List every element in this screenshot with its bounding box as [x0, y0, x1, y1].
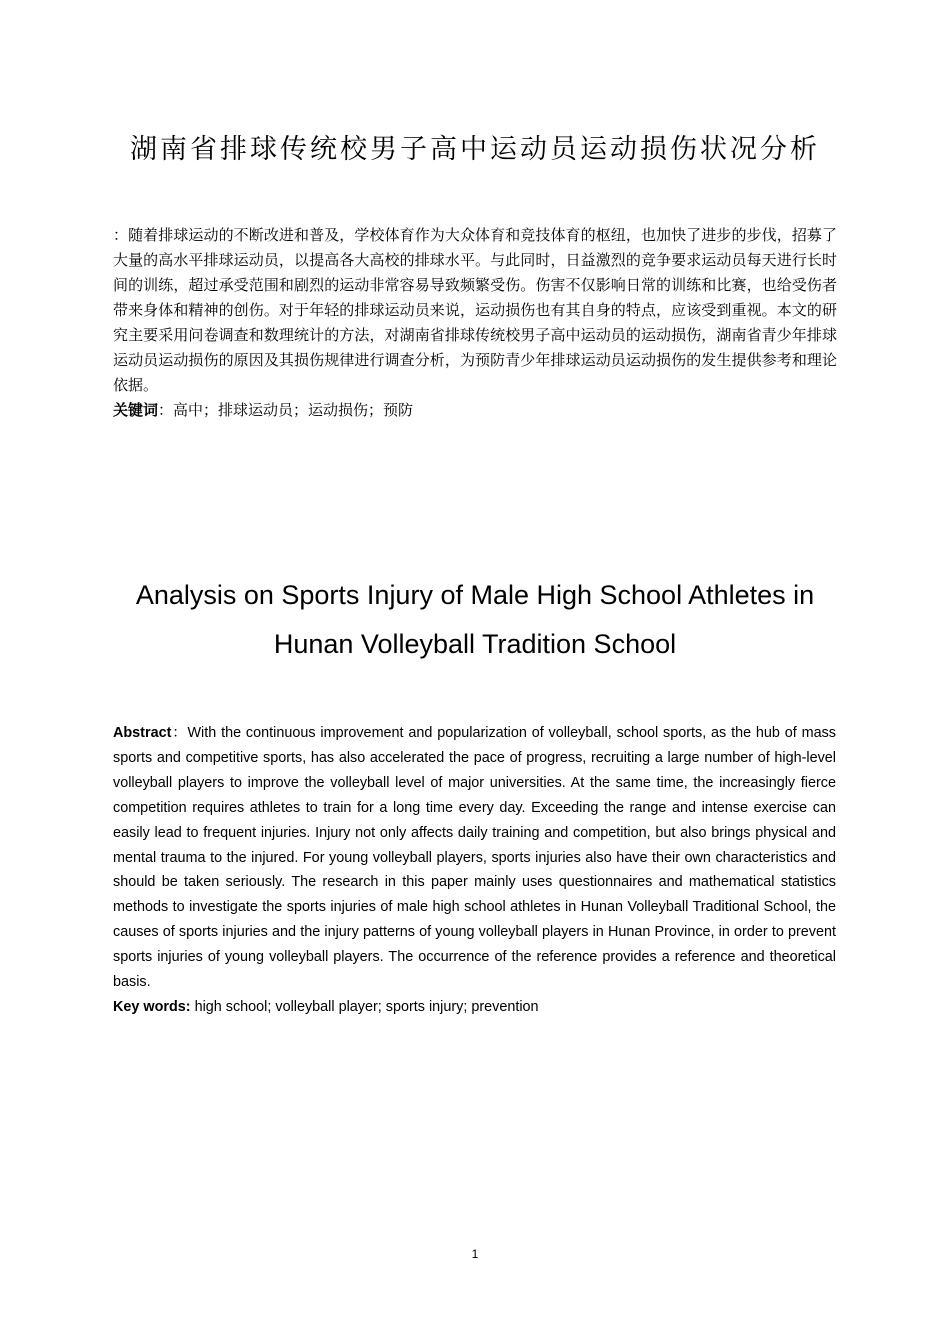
english-keywords-label: Key words: [113, 999, 191, 1015]
page-number: 1 [471, 1247, 479, 1261]
chinese-keywords [113, 398, 837, 423]
english-title [0, 571, 950, 669]
chinese-title: 湖南省排球传统校男子高中运动员运动损伤状况分析 [130, 134, 820, 165]
chinese-abstract: ：随着排球运动的不断改进和普及，学校体育作为大众体育和竞技体育的枢纽，也加快了进步的步伐，招募了大量的高水平排球运动员，以提高各大高校的排球水平。与此同时，日益激烈的竞争要求运动员每天进行长时间的训练，超过承受范围和剧烈的运动非常容易导致频繁受伤。伤害不仅影响日常的训练和比赛，也给受伤者带来身体和精神的创伤。对于年轻的排球运动员来说，运动损伤也有其自身的特点，应该受到重视。本文的研究主要采用问卷调查和数理统计的方法，对湖南省排球传统校男子高中运动员的运动损伤，湖南省青少年排球运动员运动损伤的原因及其损伤规律进行调查分析，为预防青少年排球运动员运动损伤的发生提供参考和理论依据。 [113, 226, 837, 394]
english-abstract-text: ：With the continuous improvement and popularization of volleyball, school sports, as the hub of mass sports and competitive sports, has also accelerated the pace of progress, recruiting a large number of high-level volleyball players to improve the volleyball level of major universities. At the same time, the increasingly fierce competition requires athletes to train for a long time every day. Exceeding the range and intense exercise can easily lead to frequent injuries. Injury not only affects daily training and competition, but also brings physical and mental trauma to the injured. For young volleyball players, sports injuries also have their own characteristics and should be taken seriously. The research in this paper mainly uses questionnaires and mathematical statistics methods to investigate the sports injuries of male high school athletes in Hunan Volleyball Traditional School, the causes of sports injuries and the injury patterns of young volleyball players in Hunan Province, in order to prevent sports injuries of young volleyball players. The occurrence of the reference provides a reference and theoretical basis. [113, 725, 836, 991]
chinese-keywords-text: ：高中；排球运动员；运动损伤；预防 [158, 401, 414, 419]
english-title-line-2: Hunan Volleyball Tradition School [273, 629, 677, 659]
english-title-line-1: Analysis on Sports Injury of Male High School Athletes in [135, 580, 815, 610]
english-abstract [113, 721, 836, 995]
chinese-keywords-label: 关键词 [113, 401, 159, 419]
english-keywords-text: high school; volleyball player; sports injury; prevention [190, 999, 539, 1015]
english-keywords [113, 995, 836, 1019]
english-abstract-label: Abstract [113, 725, 172, 741]
